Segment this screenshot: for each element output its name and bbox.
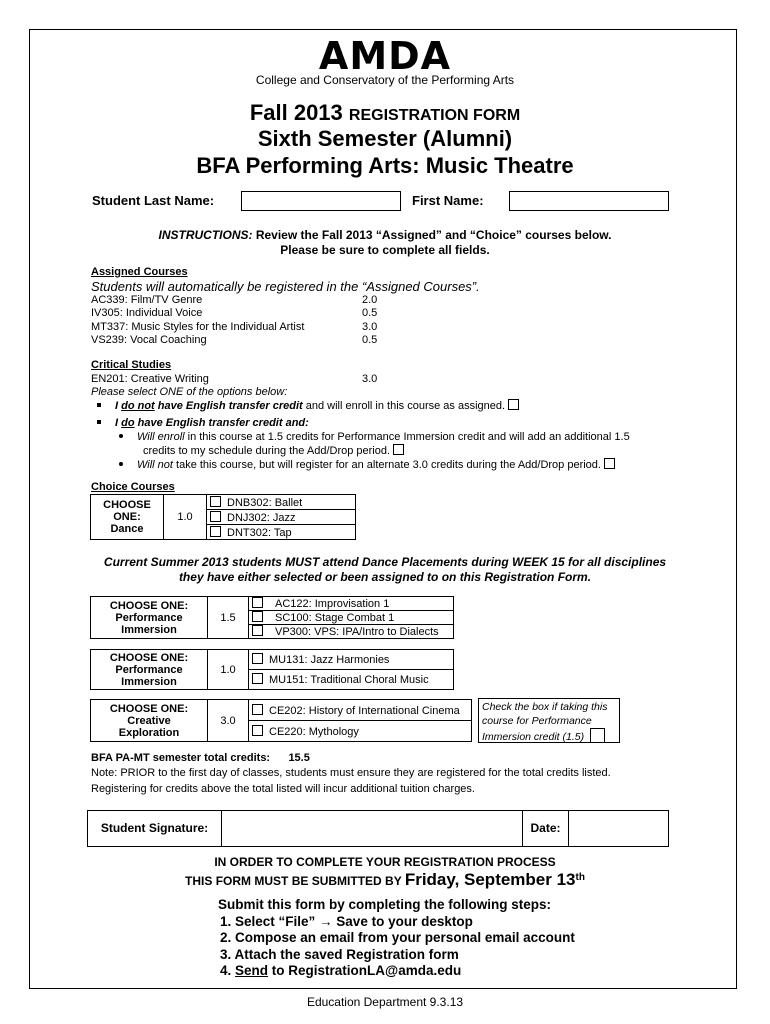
performance-15-credits: 1.5 — [208, 597, 249, 639]
critical-option-2: I do have English transfer credit and: — [97, 416, 309, 430]
perf-option-improv[interactable]: AC122: Improvisation 1 — [249, 597, 454, 611]
assigned-course-0: AC339: Film/TV Genre — [91, 294, 203, 306]
step-3: 3. Attach the saved Registration form — [220, 946, 459, 962]
perf-option-choral[interactable]: MU151: Traditional Choral Music — [249, 670, 454, 690]
total-note-line2: Registering for credits above the total listed will incur additional tuition charges. — [91, 783, 475, 795]
signature-label: Student Signature: — [88, 811, 222, 846]
title-term: Fall 2013 REGISTRATION FORM — [249, 100, 521, 125]
dance-choice-table — [90, 494, 356, 540]
date-label: Date: — [523, 811, 569, 846]
performance-15-label: CHOOSE ONE: Performance Immersion — [91, 597, 208, 639]
critical-option-1: I do not have English transfer credit and will enroll in this course as assigned. — [97, 399, 519, 413]
assigned-credits-3: 0.5 — [362, 334, 378, 346]
assigned-credits-2: 3.0 — [362, 321, 378, 333]
critical-sub-option-1: Will enroll in this course at 1.5 credits for Performance Immersion credit and will add an additional 1.5 — [119, 430, 630, 444]
bullet-icon — [119, 462, 123, 466]
performance-immersion-note: Check the box if taking this course for Performance Immersion credit (1.5) — [478, 698, 620, 743]
instructions-line2: Please be sure to complete all fields. — [280, 243, 490, 257]
date-field[interactable] — [569, 811, 668, 846]
submit-line1: IN ORDER TO COMPLETE YOUR REGISTRATION PROCESS — [214, 855, 556, 869]
creative-credits: 3.0 — [208, 700, 249, 742]
total-credits: BFA PA-MT semester total credits: 15.5 — [91, 752, 310, 764]
assigned-course-2: MT337: Music Styles for the Individual Artist — [91, 321, 305, 333]
critical-select-note: Please select ONE of the options below: — [91, 386, 288, 398]
critical-credits: 3.0 — [362, 373, 378, 385]
instructions-line1: INSTRUCTIONS: Review the Fall 2013 “Assigned” and “Choice” courses below. — [158, 228, 612, 242]
total-note-line1: Note: PRIOR to the first day of classes, students must ensure they are registered for the total credits listed. — [91, 767, 611, 779]
assigned-course-1: IV305: Individual Voice — [91, 307, 203, 319]
choice-heading: Choice Courses — [91, 481, 175, 493]
performance-10-table — [90, 649, 454, 690]
bullet-icon — [97, 403, 101, 407]
dance-option-ballet[interactable]: DNB302: Ballet — [207, 495, 356, 510]
step-2: 2. Compose an email from your personal email account — [220, 930, 575, 945]
amda-logo: AMDA — [318, 34, 452, 78]
submit-line2: THIS FORM MUST BE SUBMITTED BY Friday, September 13th — [185, 870, 585, 889]
footer: Education Department 9.3.13 — [306, 995, 464, 1009]
dance-label: CHOOSE ONE: Dance — [91, 495, 164, 540]
title-semester: Sixth Semester (Alumni) — [257, 126, 513, 151]
steps-heading: Submit this form by completing the following steps: — [218, 897, 552, 912]
critical-course: EN201: Creative Writing — [91, 373, 209, 385]
bullet-icon — [97, 420, 101, 424]
assigned-course-3: VS239: Vocal Coaching — [91, 334, 207, 346]
performance-10-label: CHOOSE ONE: Performance Immersion — [91, 650, 208, 690]
creative-table — [90, 699, 472, 742]
perf-option-jazz-harmonies[interactable]: MU131: Jazz Harmonies — [249, 650, 454, 670]
performance-15-table — [90, 596, 454, 639]
critical-heading: Critical Studies — [91, 359, 172, 371]
immersion-checkbox[interactable] — [590, 728, 605, 743]
option-1-checkbox[interactable] — [508, 399, 519, 410]
dance-option-tap[interactable]: DNT302: Tap — [207, 525, 356, 540]
bullet-icon — [119, 434, 123, 438]
creative-label: CHOOSE ONE: Creative Exploration — [91, 700, 208, 742]
assigned-credits-0: 2.0 — [362, 294, 378, 306]
sub-option-1-checkbox[interactable] — [393, 444, 404, 455]
performance-10-credits: 1.0 — [208, 650, 249, 690]
creative-option-mythology[interactable]: CE220: Mythology — [249, 721, 472, 742]
critical-sub-option-1-cont: credits to my schedule during the Add/Drop period. — [143, 444, 404, 458]
first-name-label: First Name: — [412, 193, 484, 208]
last-name-input[interactable] — [241, 191, 401, 211]
last-name-label: Student Last Name: — [92, 193, 215, 208]
signature-box — [87, 810, 669, 847]
assigned-note: Students will automatically be registered in the “Assigned Courses”. — [91, 279, 480, 294]
step-4: 4. Send to RegistrationLA@amda.edu — [220, 963, 462, 978]
assigned-credits-1: 0.5 — [362, 307, 378, 319]
dance-notice-line1: Current Summer 2013 students MUST attend Dance Placements during WEEK 15 for all disciplines — [103, 555, 667, 569]
perf-option-vps[interactable]: VP300: VPS: IPA/Intro to Dialects — [249, 625, 454, 639]
critical-sub-option-2: Will not take this course, but will register for an alternate 3.0 credits during the Add/Drop period. — [119, 458, 615, 472]
subtitle: College and Conservatory of the Performing Arts — [255, 73, 515, 87]
first-name-input[interactable] — [509, 191, 669, 211]
dance-credits: 1.0 — [164, 495, 207, 540]
step-1: 1. Select “File” → Save to your desktop — [220, 913, 473, 929]
dance-notice-line2: they have either selected or been assigned to on this Registration Form. — [178, 570, 592, 584]
assigned-heading: Assigned Courses — [91, 266, 188, 278]
perf-option-combat[interactable]: SC100: Stage Combat 1 — [249, 611, 454, 625]
sub-option-2-checkbox[interactable] — [604, 458, 615, 469]
title-program: BFA Performing Arts: Music Theatre — [196, 153, 574, 178]
signature-field[interactable] — [222, 811, 523, 846]
creative-option-cinema[interactable]: CE202: History of International Cinema — [249, 700, 472, 721]
submit-steps — [218, 897, 575, 980]
dance-option-jazz[interactable]: DNJ302: Jazz — [207, 510, 356, 525]
